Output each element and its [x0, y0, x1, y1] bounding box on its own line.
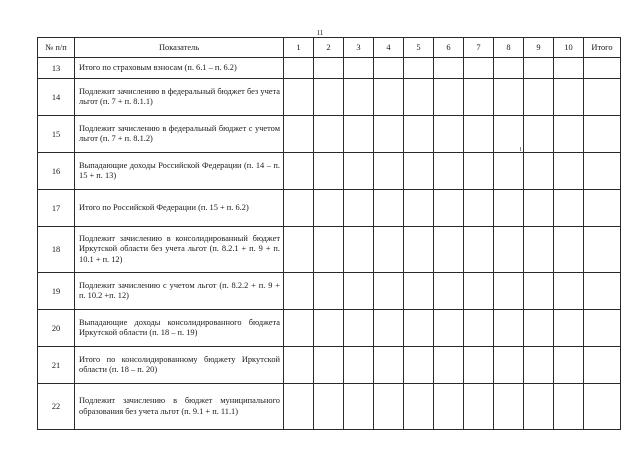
cell-col-1: [284, 384, 314, 430]
cell-col-6: [434, 190, 464, 227]
cell-col-3: [344, 58, 374, 79]
header-col-10: 10: [554, 38, 584, 58]
row-indicator: Итого по Российской Федерации (п. 15 + п. 6.2): [75, 190, 284, 227]
scan-mark: [520, 147, 521, 151]
cell-col-5: [404, 273, 434, 310]
cell-col-7: [464, 273, 494, 310]
cell-col-1: [284, 273, 314, 310]
cell-col-8: [494, 116, 524, 153]
table-row: [38, 273, 621, 310]
cell-col-2: [314, 273, 344, 310]
cell-total: [584, 116, 621, 153]
cell-col-8: [494, 190, 524, 227]
cell-col-5: [404, 116, 434, 153]
row-number: 13: [38, 58, 75, 79]
cell-col-9: [524, 347, 554, 384]
header-indicator: Показатель: [75, 38, 284, 58]
cell-col-9: [524, 190, 554, 227]
cell-col-9: [524, 116, 554, 153]
cell-col-6: [434, 116, 464, 153]
cell-col-2: [314, 384, 344, 430]
cell-col-1: [284, 79, 314, 116]
cell-col-7: [464, 310, 494, 347]
cell-col-1: [284, 190, 314, 227]
header-col-3: 3: [344, 38, 374, 58]
cell-col-3: [344, 310, 374, 347]
cell-col-4: [374, 384, 404, 430]
cell-total: [584, 347, 621, 384]
row-number: 17: [38, 190, 75, 227]
cell-col-3: [344, 79, 374, 116]
cell-total: [584, 79, 621, 116]
cell-col-5: [404, 227, 434, 273]
table-row: [38, 227, 621, 273]
cell-col-10: [554, 190, 584, 227]
cell-col-4: [374, 347, 404, 384]
table-row: [38, 310, 621, 347]
cell-col-4: [374, 58, 404, 79]
cell-col-10: [554, 116, 584, 153]
cell-col-5: [404, 310, 434, 347]
row-number: 16: [38, 153, 75, 190]
row-indicator: Итого по консолидированному бюджету Иркутской области (п. 18 – п. 20): [75, 347, 284, 384]
header-total: Итого: [584, 38, 621, 58]
cell-col-5: [404, 190, 434, 227]
table-row: [38, 116, 621, 153]
cell-total: [584, 190, 621, 227]
row-indicator: Выпадающие доходы Российской Федерации (п. 14 – п. 15 + п. 13): [75, 153, 284, 190]
header-col-5: 5: [404, 38, 434, 58]
cell-col-8: [494, 79, 524, 116]
cell-col-2: [314, 347, 344, 384]
table-row: [38, 153, 621, 190]
cell-total: [584, 310, 621, 347]
cell-col-10: [554, 273, 584, 310]
cell-col-1: [284, 116, 314, 153]
cell-col-10: [554, 347, 584, 384]
row-number: 20: [38, 310, 75, 347]
header-col-7: 7: [464, 38, 494, 58]
cell-col-4: [374, 273, 404, 310]
header-num: № п/п: [38, 38, 75, 58]
cell-col-8: [494, 227, 524, 273]
table-header-row: [38, 38, 621, 58]
cell-col-8: [494, 384, 524, 430]
row-indicator: Подлежит зачислению в бюджет муниципального образования без учета льгот (п. 9.1 + п. 11.1): [75, 384, 284, 430]
cell-col-7: [464, 58, 494, 79]
table-row: [38, 190, 621, 227]
cell-col-2: [314, 79, 344, 116]
cell-col-2: [314, 227, 344, 273]
table-row: [38, 347, 621, 384]
cell-col-10: [554, 153, 584, 190]
cell-col-4: [374, 190, 404, 227]
cell-col-1: [284, 153, 314, 190]
indicators-table: [37, 37, 621, 430]
cell-col-9: [524, 153, 554, 190]
cell-col-6: [434, 384, 464, 430]
header-col-4: 4: [374, 38, 404, 58]
page-number: 11: [316, 29, 324, 37]
cell-col-1: [284, 58, 314, 79]
cell-col-7: [464, 384, 494, 430]
cell-col-9: [524, 310, 554, 347]
cell-col-3: [344, 347, 374, 384]
cell-col-10: [554, 384, 584, 430]
cell-col-6: [434, 310, 464, 347]
cell-total: [584, 227, 621, 273]
cell-total: [584, 153, 621, 190]
cell-total: [584, 384, 621, 430]
cell-col-5: [404, 153, 434, 190]
cell-col-5: [404, 347, 434, 384]
cell-col-3: [344, 273, 374, 310]
cell-col-7: [464, 190, 494, 227]
cell-col-9: [524, 384, 554, 430]
cell-col-9: [524, 273, 554, 310]
cell-col-4: [374, 310, 404, 347]
cell-col-6: [434, 347, 464, 384]
header-col-6: 6: [434, 38, 464, 58]
cell-col-2: [314, 310, 344, 347]
cell-col-2: [314, 190, 344, 227]
cell-col-10: [554, 310, 584, 347]
cell-col-9: [524, 227, 554, 273]
row-indicator: Выпадающие доходы консолидированного бюджета Иркутской области (п. 18 – п. 19): [75, 310, 284, 347]
cell-col-3: [344, 116, 374, 153]
cell-col-1: [284, 227, 314, 273]
cell-col-4: [374, 153, 404, 190]
cell-col-7: [464, 227, 494, 273]
cell-col-3: [344, 153, 374, 190]
header-col-1: 1: [284, 38, 314, 58]
cell-col-10: [554, 58, 584, 79]
cell-col-7: [464, 153, 494, 190]
cell-total: [584, 58, 621, 79]
row-indicator: Подлежит зачислению в консолидированный бюджет Иркутской области без учета льгот (п. 8.2.1 + п. 9 + п. 10.1 + п. 12): [75, 227, 284, 273]
cell-col-3: [344, 384, 374, 430]
cell-col-2: [314, 153, 344, 190]
row-number: 22: [38, 384, 75, 430]
row-indicator: Подлежит зачислению в федеральный бюджет с учетом льгот (п. 7 + п. 8.1.2): [75, 116, 284, 153]
cell-col-10: [554, 227, 584, 273]
cell-col-4: [374, 79, 404, 116]
cell-col-2: [314, 58, 344, 79]
cell-col-6: [434, 79, 464, 116]
cell-col-6: [434, 153, 464, 190]
row-indicator: Подлежит зачислению в федеральный бюджет без учета льгот (п. 7 + п. 8.1.1): [75, 79, 284, 116]
cell-col-1: [284, 310, 314, 347]
cell-col-8: [494, 58, 524, 79]
table-row: [38, 58, 621, 79]
cell-col-8: [494, 273, 524, 310]
cell-col-1: [284, 347, 314, 384]
table-row: [38, 79, 621, 116]
cell-col-6: [434, 273, 464, 310]
cell-col-6: [434, 227, 464, 273]
row-number: 21: [38, 347, 75, 384]
cell-col-9: [524, 79, 554, 116]
cell-col-8: [494, 153, 524, 190]
cell-col-4: [374, 227, 404, 273]
cell-col-7: [464, 347, 494, 384]
row-number: 18: [38, 227, 75, 273]
cell-col-7: [464, 116, 494, 153]
row-number: 19: [38, 273, 75, 310]
cell-col-10: [554, 79, 584, 116]
cell-col-6: [434, 58, 464, 79]
cell-col-7: [464, 79, 494, 116]
cell-col-5: [404, 58, 434, 79]
row-indicator: Итого по страховым взносам (п. 6.1 – п. 6.2): [75, 58, 284, 79]
row-number: 15: [38, 116, 75, 153]
row-indicator: Подлежит зачислению с учетом льгот (п. 8.2.2 + п. 9 + п. 10.2 +п. 12): [75, 273, 284, 310]
cell-col-3: [344, 190, 374, 227]
cell-col-4: [374, 116, 404, 153]
header-col-8: 8: [494, 38, 524, 58]
row-number: 14: [38, 79, 75, 116]
cell-col-9: [524, 58, 554, 79]
table-row: [38, 384, 621, 430]
cell-col-8: [494, 310, 524, 347]
header-col-9: 9: [524, 38, 554, 58]
cell-col-5: [404, 384, 434, 430]
cell-col-3: [344, 227, 374, 273]
cell-total: [584, 273, 621, 310]
cell-col-8: [494, 347, 524, 384]
header-col-2: 2: [314, 38, 344, 58]
cell-col-5: [404, 79, 434, 116]
cell-col-2: [314, 116, 344, 153]
